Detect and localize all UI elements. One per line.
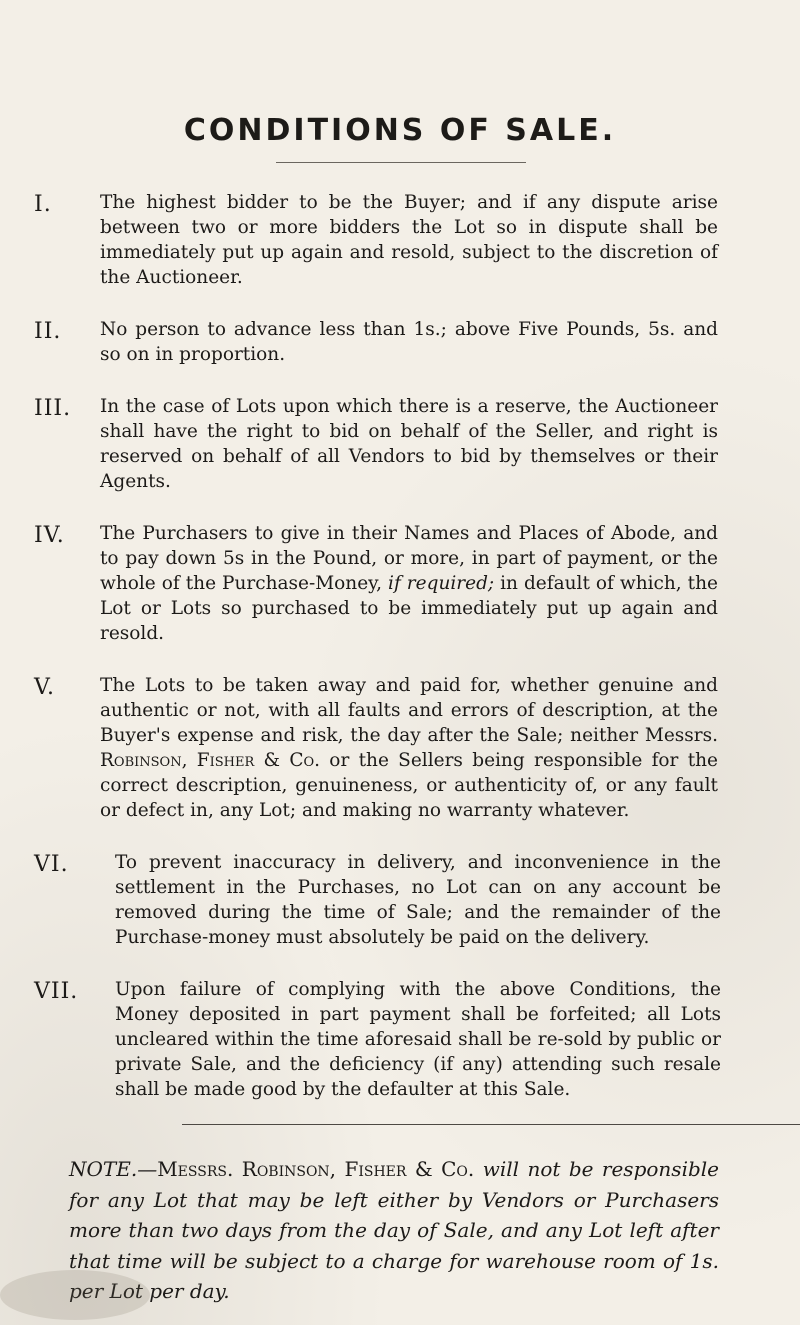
note-paragraph xyxy=(69,1154,719,1307)
condition-numeral: II. xyxy=(34,319,62,344)
section-divider xyxy=(182,1124,800,1125)
condition-text: Upon failure of complying with the above Conditions, the Money deposited in part payment shall be forfeited; all Lots uncleared within the time aforesaid shall be re-sold by public or private Sale, and the deficiency (if any) attending such resale shall be made good by the defaulter at this Sale. xyxy=(115,979,721,1100)
condition-text: The highest bidder to be the Buyer; and if any dispute arise between two or more bidders the Lot so in dispute shall be immediately put up again and resold, subject to the discretion of the Auctioneer. xyxy=(100,192,718,288)
paper-stain xyxy=(0,1270,150,1320)
condition-emphasis: if required; xyxy=(388,573,495,594)
condition-numeral: III. xyxy=(34,396,72,421)
condition-text-part: in default of which, the Lot or Lots so purchased to be immediately put up again and resold. xyxy=(100,573,718,644)
note-firm: Messrs. Robinson, Fisher & Co. xyxy=(157,1157,475,1181)
condition-numeral: IV. xyxy=(34,523,65,548)
condition-numeral: V. xyxy=(34,675,56,700)
condition-text: To prevent inaccuracy in delivery, and inconvenience in the settlement in the Purchases, no Lot can on any account be removed during the time of Sale; and the remainder of the Purchase-money must absolutely be paid on the delivery. xyxy=(115,852,721,948)
condition-text-part: The Lots to be taken away and paid for, whether genuine and authentic or not, with all faults and errors of description, at the Buyer's expense and risk, the day after the Sale; neither Messrs. xyxy=(100,675,718,746)
title-rule xyxy=(276,162,526,163)
condition-numeral: VI. xyxy=(34,852,69,877)
note-lead: NOTE.— xyxy=(69,1157,158,1181)
condition-text-part: or the Sellers being responsible for the correct description, genuineness, or authenticity of, or any fault or defect in, any Lot; and making no warranty whatever. xyxy=(100,750,718,821)
condition-text: In the case of Lots upon which there is a reserve, the Auctioneer shall have the right to bid on behalf of the Seller, and right is reserved on behalf of all Vendors to bid by themselves or their Agents. xyxy=(100,396,718,492)
firm-name: Robinson, Fisher & Co. xyxy=(100,750,321,771)
page-title: CONDITIONS OF SALE. xyxy=(183,113,617,148)
note-text: will not be responsible for any Lot that may be left either by Vendors or Purchasers more than two days from the day of Sale, and any Lot left after that time will be subject to a charge for warehouse room of 1s. per Lot per day. xyxy=(69,1157,719,1303)
condition-text xyxy=(100,673,718,823)
condition-numeral: VII. xyxy=(34,979,79,1004)
condition-text: No person to advance less than 1s.; above Five Pounds, 5s. and so on in proportion. xyxy=(100,319,718,365)
condition-text-part: The Purchasers to give in their Names and Places of Abode, and to pay down 5s in the Pound, or more, in part of payment, or the whole of the Purchase-Money, xyxy=(100,523,718,594)
condition-numeral: I. xyxy=(34,192,52,217)
condition-text xyxy=(100,521,718,646)
